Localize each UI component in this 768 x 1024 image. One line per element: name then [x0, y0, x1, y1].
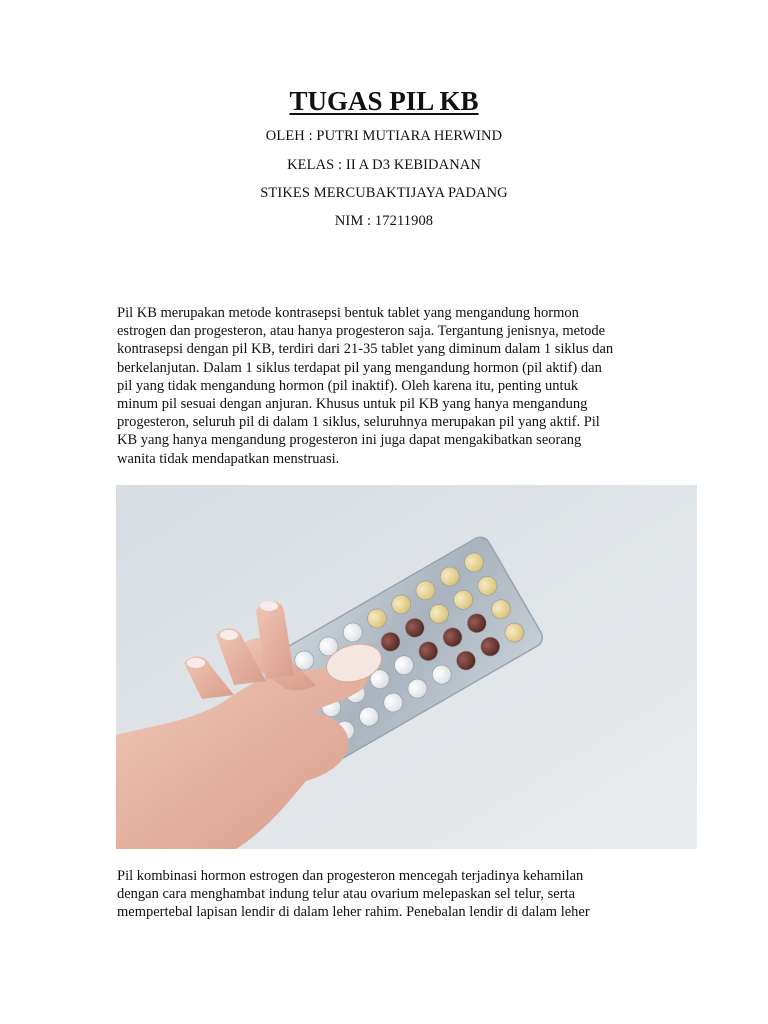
paragraph-line: Pil KB merupakan metode kontrasepsi bentuk tablet yang mengandung hormon	[117, 305, 579, 321]
paragraph-line: Pil kombinasi hormon estrogen dan progesteron mencegah terjadinya kehamilan	[117, 868, 584, 884]
nim-line: NIM : 17211908	[334, 213, 434, 229]
pill-pack-photo	[116, 485, 697, 849]
class-line: KELAS : II A D3 KEBIDANAN	[287, 157, 481, 173]
paragraph-line: pil yang tidak mengandung hormon (pil inaktif). Oleh karena itu, penting untuk	[117, 377, 579, 394]
paragraph-line: minum pil sesuai dengan anjuran. Khusus untuk pil KB yang hanya mengandung	[117, 396, 588, 413]
paragraph-line: wanita tidak mendapatkan menstruasi.	[117, 450, 340, 467]
paragraph-combination	[117, 867, 657, 922]
paragraph-intro	[117, 304, 657, 468]
paragraph-line: kontrasepsi dengan pil KB, terdiri dari 21-35 tablet yang diminum dalam 1 siklus dan	[117, 341, 614, 358]
author-line: OLEH : PUTRI MUTIARA HERWIND	[265, 128, 503, 144]
paragraph-line: progesteron, seluruh pil di dalam 1 siklus, seluruhnya merupakan pil yang aktif. Pil	[117, 414, 600, 431]
paragraph-line: KB yang hanya mengandung progesteron ini juga dapat mengakibatkan seorang	[117, 432, 582, 449]
paragraph-line: estrogen dan progesteron, atau hanya progesteron saja. Tergantung jenisnya, metode	[117, 323, 606, 340]
document-title: TUGAS PIL KB	[289, 86, 479, 116]
paragraph-line: dengan cara menghambat indung telur atau ovarium melepaskan sel telur, serta	[117, 886, 576, 903]
school-line: STIKES MERCUBAKTIJAYA PADANG	[260, 185, 508, 201]
paragraph-line: berkelanjutan. Dalam 1 siklus terdapat pil yang mengandung hormon (pil aktif) dan	[117, 359, 602, 376]
paragraph-line: mempertebal lapisan lendir di dalam leher rahim. Penebalan lendir di dalam leher	[117, 904, 590, 921]
photo-illustration	[116, 485, 697, 849]
